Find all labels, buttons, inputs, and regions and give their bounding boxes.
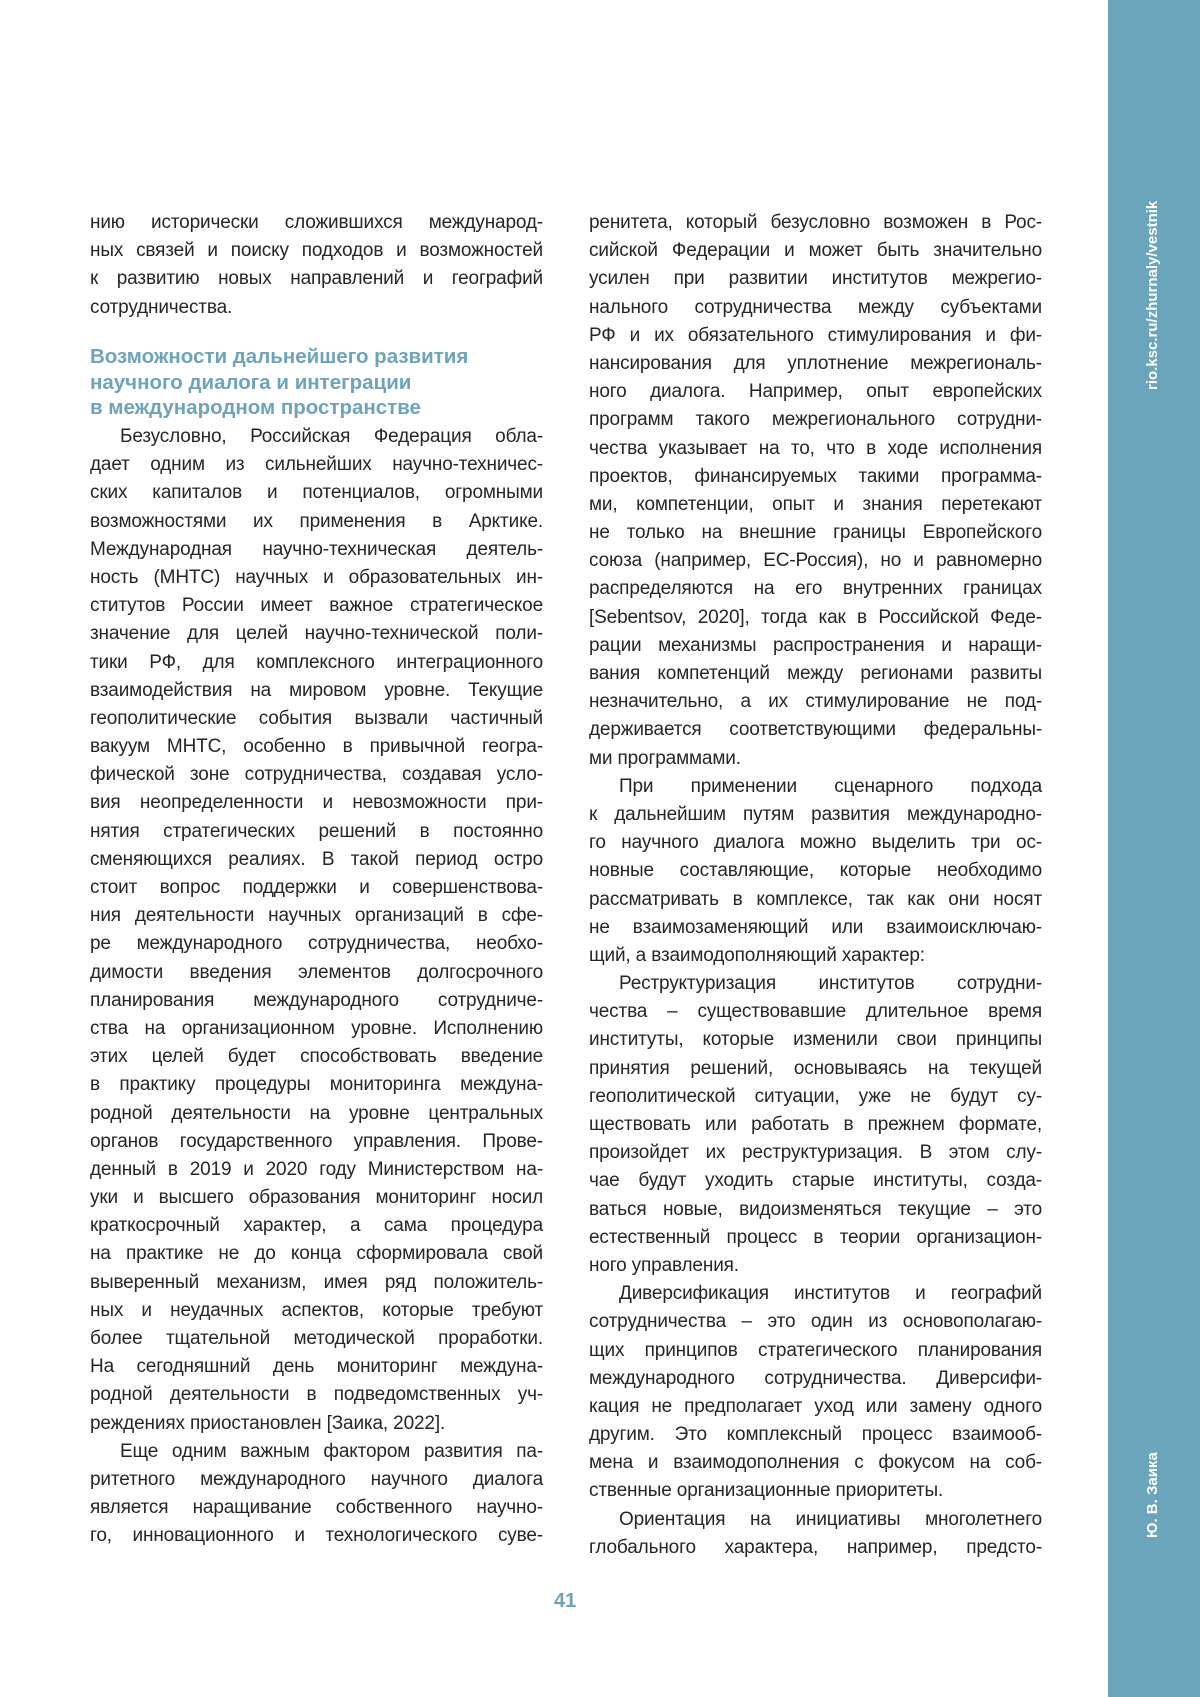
- text-line: родной деятельности в подведомственных уч-: [90, 1381, 543, 1409]
- text-line: в практику процедуры мониторинга междуна-: [90, 1071, 543, 1099]
- text-line: сменяющихся реалиях. В такой период остро: [90, 846, 543, 874]
- text-line: рассматривать в комплексе, так как они носят: [589, 886, 1042, 914]
- text-line: ритетного международного научного диалога: [90, 1466, 543, 1494]
- text-line: ми программами.: [589, 745, 1042, 773]
- text-line: является наращивание собственного научно-: [90, 1494, 543, 1522]
- text-line: Ориентация на инициативы многолетнего: [589, 1506, 1042, 1534]
- text-line: реждениях приостановлен [Заика, 2022].: [90, 1410, 543, 1438]
- heading-line: научного диалога и интеграции: [90, 370, 550, 396]
- text-line: Диверсификация институтов и географий: [589, 1280, 1042, 1308]
- text-line: принятия решений, основываясь на текущей: [589, 1055, 1042, 1083]
- text-line: рации механизмы распространения и наращи-: [589, 632, 1042, 660]
- text-line: сотрудничества – это один из основополагаю-: [589, 1308, 1042, 1336]
- text-line: на практике не до конца сформировала свой: [90, 1240, 543, 1268]
- text-line: ного управления.: [589, 1252, 1042, 1280]
- paragraph: [589, 970, 1042, 1280]
- text-line: щий, а взаимодополняющий характер:: [589, 942, 1042, 970]
- text-line: ских капиталов и потенциалов, огромными: [90, 479, 543, 507]
- text-line: фической зоне сотрудничества, создавая усло-: [90, 761, 543, 789]
- text-line: вия неопределенности и невозможности при-: [90, 789, 543, 817]
- heading-line: Возможности дальнейшего развития: [90, 344, 550, 370]
- paragraph: [589, 209, 1042, 773]
- text-line: этих целей будет способствовать введение: [90, 1043, 543, 1071]
- text-line: денный в 2019 и 2020 году Министерством на-: [90, 1156, 543, 1184]
- text-line: чества указывает на то, что в ходе исполнения: [589, 435, 1042, 463]
- text-line: Безусловно, Российская Федерация обла-: [90, 423, 543, 451]
- text-line: вания компетенций между регионами развиты: [589, 660, 1042, 688]
- text-line: органов государственного управления. Прове-: [90, 1128, 543, 1156]
- paragraph: [90, 1438, 543, 1551]
- text-line: более тщательной методической проработки.: [90, 1325, 543, 1353]
- text-line: го, инновационного и технологического суве-: [90, 1522, 543, 1550]
- text-line: нального сотрудничества между субъектами: [589, 294, 1042, 322]
- text-line: распределяются на его внутренних границах: [589, 575, 1042, 603]
- text-line: возможностями их применения в Арктике.: [90, 508, 543, 536]
- heading-line: в международном пространстве: [90, 395, 550, 421]
- text-line: ственные организационные приоритеты.: [589, 1477, 1042, 1505]
- text-line: тики РФ, для комплексного интеграционного: [90, 649, 543, 677]
- text-line: ных связей и поиску подходов и возможностей: [90, 237, 543, 265]
- text-line: краткосрочный характер, а сама процедура: [90, 1212, 543, 1240]
- author-name: Ю. В. Заика: [1144, 1452, 1161, 1538]
- text-line: сотрудничества.: [90, 294, 543, 322]
- text-line: программ такого межрегионального сотрудни-: [589, 406, 1042, 434]
- text-line: стоит вопрос поддержки и совершенствова-: [90, 874, 543, 902]
- text-line: усилен при развитии институтов межрегио-: [589, 265, 1042, 293]
- text-line: ного диалога. Например, опыт европейских: [589, 378, 1042, 406]
- text-line: ми, компетенции, опыт и знания перетекают: [589, 491, 1042, 519]
- text-line: ваться новые, видоизменяться текущие – это: [589, 1196, 1042, 1224]
- paragraph: [90, 209, 543, 322]
- text-line: Международная научно-техническая деятель-: [90, 536, 543, 564]
- text-line: другим. Это комплексный процесс взаимооб-: [589, 1421, 1042, 1449]
- text-line: геополитической ситуации, уже не будут су-: [589, 1083, 1042, 1111]
- right-column: [589, 209, 1042, 1562]
- text-line: ществовать или работать в прежнем формате,: [589, 1111, 1042, 1139]
- section-heading: [90, 344, 550, 421]
- text-line: не взаимозаменяющий или взаимоисключаю-: [589, 914, 1042, 942]
- text-line: дает одним из сильнейших научно-техничес-: [90, 451, 543, 479]
- text-line: уки и высшего образования мониторинг носил: [90, 1184, 543, 1212]
- text-line: международного сотрудничества. Диверсифи-: [589, 1365, 1042, 1393]
- text-line: РФ и их обязательного стимулирования и фи-: [589, 322, 1042, 350]
- text-line: [Sebentsov, 2020], тогда как в Российской Феде-: [589, 604, 1042, 632]
- journal-sidebar: [1108, 0, 1200, 1697]
- text-line: чества – существовавшие длительное время: [589, 998, 1042, 1026]
- left-column-continuation: [90, 209, 543, 322]
- text-line: нансирования для уплотнение межрегиональ-: [589, 350, 1042, 378]
- text-line: го научного диалога можно выделить три ос-: [589, 829, 1042, 857]
- text-line: чае будут уходить старые институты, созда-: [589, 1167, 1042, 1195]
- text-line: димости введения элементов долгосрочного: [90, 959, 543, 987]
- text-line: планирования международного сотрудниче-: [90, 987, 543, 1015]
- text-line: нию исторически сложившихся международ-: [90, 209, 543, 237]
- paragraph: [90, 423, 543, 1438]
- text-line: На сегодняшний день мониторинг междуна-: [90, 1353, 543, 1381]
- text-line: родной деятельности на уровне центральных: [90, 1100, 543, 1128]
- text-line: сийской Федерации и может быть значительно: [589, 237, 1042, 265]
- text-line: глобального характера, например, предсто-: [589, 1534, 1042, 1562]
- page-number: 41: [554, 1590, 576, 1613]
- text-line: держивается соответствующими федеральны-: [589, 716, 1042, 744]
- text-line: значение для целей научно-технической поли-: [90, 620, 543, 648]
- text-line: кация не предполагает уход или замену одного: [589, 1393, 1042, 1421]
- text-line: взаимодействия на мировом уровне. Текущие: [90, 677, 543, 705]
- text-line: ренитета, который безусловно возможен в Рос-: [589, 209, 1042, 237]
- text-line: к дальнейшим путям развития международно-: [589, 801, 1042, 829]
- text-line: нятия стратегических решений в постоянно: [90, 818, 543, 846]
- text-line: проектов, финансируемых такими программа-: [589, 463, 1042, 491]
- text-line: институты, которые изменили свои принципы: [589, 1026, 1042, 1054]
- paragraph: [589, 773, 1042, 970]
- text-line: ния деятельности научных организаций в сфе-: [90, 902, 543, 930]
- text-line: незначительно, а их стимулирование не под-: [589, 688, 1042, 716]
- text-line: щих принципов стратегического планирования: [589, 1337, 1042, 1365]
- paragraph: [589, 1280, 1042, 1506]
- text-line: к развитию новых направлений и географий: [90, 265, 543, 293]
- text-line: вакуум МНТС, особенно в привычной геогра-: [90, 733, 543, 761]
- left-column-body: [90, 423, 543, 1551]
- text-line: ность (МНТС) научных и образовательных ин-: [90, 564, 543, 592]
- paragraph: [589, 1506, 1042, 1562]
- journal-url: rio.ksc.ru/zhurnaly/vestnik: [1144, 201, 1161, 390]
- text-line: выверенный механизм, имея ряд положитель-: [90, 1269, 543, 1297]
- text-line: Реструктуризация институтов сотрудни-: [589, 970, 1042, 998]
- text-line: новные составляющие, которые необходимо: [589, 857, 1042, 885]
- text-line: ных и неудачных аспектов, которые требуют: [90, 1297, 543, 1325]
- text-line: При применении сценарного подхода: [589, 773, 1042, 801]
- text-line: ститутов России имеет важное стратегическое: [90, 592, 543, 620]
- text-line: ре международного сотрудничества, необхо-: [90, 930, 543, 958]
- text-line: союза (например, ЕС-Россия), но и равномерно: [589, 547, 1042, 575]
- text-line: мена и взаимодополнения с фокусом на соб-: [589, 1449, 1042, 1477]
- text-line: Еще одним важным фактором развития па-: [90, 1438, 543, 1466]
- text-line: произойдет их реструктуризация. В этом слу-: [589, 1139, 1042, 1167]
- text-line: ства на организационном уровне. Исполнению: [90, 1015, 543, 1043]
- text-line: естественный процесс в теории организацион-: [589, 1224, 1042, 1252]
- text-line: геополитические события вызвали частичный: [90, 705, 543, 733]
- text-line: не только на внешние границы Европейского: [589, 519, 1042, 547]
